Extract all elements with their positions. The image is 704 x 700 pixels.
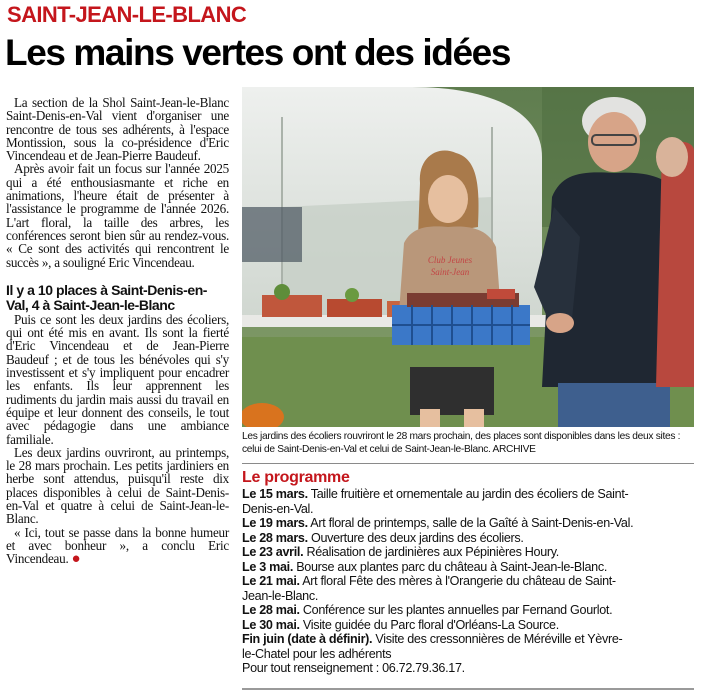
programme-date: Le 21 mai.: [242, 574, 300, 588]
programme-item: [242, 618, 697, 633]
body-paragraph-last: [6, 526, 229, 566]
caption-line: celui de Saint-Denis-en-Val et celui de Saint-Jean-le-Blanc. ARCHIVE: [242, 444, 536, 455]
background-person-head: [656, 137, 688, 177]
programme-desc: Bourse aux plantes parc du château à Saint-Jean-le-Blanc.: [296, 559, 608, 574]
programme-desc: Visite guidée du Parc floral d'Orléans-La Source.: [302, 617, 559, 632]
man-face: [588, 112, 640, 172]
plant-tray: [327, 299, 382, 317]
photo-illustration: [242, 87, 694, 427]
programme-desc: Art floral de printemps, salle de la Gaîté à Saint-Denis-en-Val.: [310, 516, 634, 530]
parked-car: [242, 207, 302, 262]
programme-desc: Ouverture des deux jardins des écoliers.: [310, 530, 524, 545]
programme-desc: Taille fruitière et ornementale au jardin des écoliers de Saint-: [310, 487, 629, 501]
body-paragraph: Les deux jardins ouvriront, au printemps, le 28 mars prochain. Les petits jardiniers en herbe sont attendus, puisqu'il reste dix places disponibles à celui de Saint-Denis-en-Val et quatre à celui de Saint-Jean-le-Blanc.: [6, 444, 229, 527]
programme-date: Le 15 mars.: [242, 487, 308, 501]
tshirt-print: Club Jeunes: [427, 255, 473, 265]
man-jeans: [558, 383, 670, 427]
last-paragraph-text: « Ici, tout se passe dans la bonne humeur et avec bonheur », a conclu Eric Vincendeau.: [6, 524, 229, 567]
body-paragraph: Après avoir fait un focus sur l'année 2025 qui a été enthousiasmante et riche en animations, l'heure était de présenter à l'assistance le programme de l'année 2026. L'art floral, la taille des arbres, les conférences seront bien sûr au rendez-vous. « Ce sont des activités qui rencontrent le succès », a souligné Eric Vincendeau.: [6, 161, 229, 270]
programme-date: Le 28 mars.: [242, 530, 308, 545]
programme-item: [242, 632, 697, 647]
background-person: [656, 142, 694, 387]
programme-divider: [242, 463, 694, 464]
programme-desc: Art floral Fête des mères à l'Orangerie du château de Saint-: [302, 574, 616, 588]
tshirt-print: Saint-Jean: [430, 267, 470, 277]
programme-item: [242, 516, 697, 531]
blue-crate: [392, 289, 530, 345]
programme-item-cont: le-Chatel pour les adhérents: [242, 646, 392, 661]
article-photo: [242, 87, 694, 427]
end-mark-icon: ●: [71, 551, 81, 568]
programme-date: Fin juin (date à définir).: [242, 632, 373, 646]
article-headline: Les mains vertes ont des idées: [5, 32, 511, 73]
programme-title: Le programme: [242, 469, 350, 486]
programme-item: [242, 574, 697, 589]
programme-date: Le 3 mai.: [242, 559, 294, 574]
programme-date: Le 19 mars.: [242, 516, 308, 530]
programme-desc: Visite des cressonnières de Méréville et Yèvre-: [375, 632, 623, 646]
bottom-divider: [242, 688, 694, 690]
programme-item: [242, 603, 697, 618]
article-body: [6, 96, 229, 566]
seedlings: [274, 284, 290, 300]
programme-item: [242, 560, 697, 575]
body-paragraph: Puis ce sont les deux jardins des écoliers, qui ont été mis en avant. Ils sont la fierté d'Eric Vincendeau et de Jean-Pierre Baudeuf ; et de tous les bénévoles qui s'y investissent et s'y impliquent pour encadrer les enfants. Ils leur apprennent les rudiments du jardin mais aussi du travail en équipe et leur donnent des conseils, le tout avec pédagogie dans une ambiance familiale.: [6, 311, 229, 447]
programme-item-cont: Denis-en-Val.: [242, 501, 314, 516]
programme-date: Le 30 mai.: [242, 617, 300, 632]
girl-leg: [464, 409, 484, 427]
programme-list: [242, 487, 697, 676]
girl-shorts: [410, 367, 494, 415]
body-paragraph: La section de la Shol Saint-Jean-le-Blanc Saint-Denis-en-Val vient d'organiser une rencontre de tous ses adhérents, à l'espace Montission, sous la co-présidence d'Eric Vincendeau et de Jean-Pierre Baudeuf.: [6, 95, 229, 164]
programme-item: [242, 545, 697, 560]
programme-desc: Conférence sur les plantes annuelles par Fernand Gourlot.: [302, 603, 613, 617]
photo-caption: [242, 430, 697, 456]
man-hand: [546, 313, 574, 333]
programme-desc: Réalisation de jardinières aux Pépinières Houry.: [306, 545, 559, 559]
programme-item: [242, 531, 697, 546]
programme-date: Le 28 mai.: [242, 603, 300, 617]
seedlings: [345, 288, 359, 302]
plant-tray: [262, 295, 322, 317]
programme-item-cont: Jean-le-Blanc.: [242, 588, 319, 603]
article-kicker: SAINT-JEAN-LE-BLANC: [7, 2, 247, 27]
crate-content: [487, 289, 515, 299]
caption-line: Les jardins des écoliers rouvriront le 28 mars prochain, des places sont disponibles dans les deux sites :: [242, 431, 681, 442]
girl-leg: [420, 409, 440, 427]
programme-date: Le 23 avril.: [242, 545, 304, 559]
girl-face: [428, 175, 468, 223]
article-subheading: Il y a 10 places à Saint-Denis-en-Val, 4 à Saint-Jean-le-Blanc: [6, 281, 208, 313]
programme-item: [242, 487, 697, 502]
programme-contact: Pour tout renseignement : 06.72.79.36.17.: [242, 661, 465, 675]
